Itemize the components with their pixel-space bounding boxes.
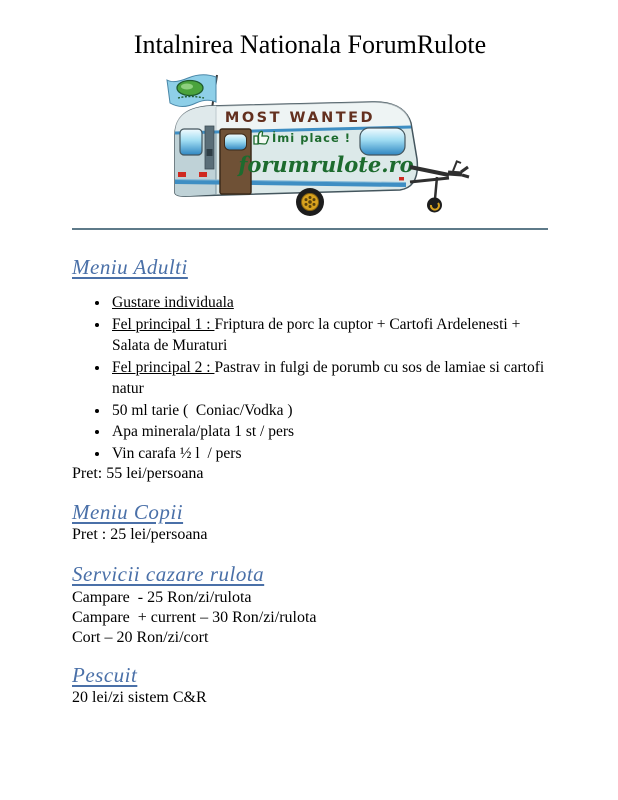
website-text: forumrulote.ro [238, 151, 414, 177]
pescuit-line: 20 lei/zi sistem C&R [72, 688, 207, 706]
heading-meniu-adulti [72, 254, 548, 280]
caravan-illustration [72, 73, 548, 223]
heading-meniu-copii [72, 499, 548, 525]
rear-vent-hatch [207, 149, 213, 156]
heading-text: Servicii cazare rulota [72, 562, 265, 587]
wheel [296, 188, 324, 216]
page-title: Intalnirea Nationala ForumRulote [133, 30, 487, 59]
list-item: • Fel principal 2 : Pastrav in fulgi de porumb cu sos de lamiae si cartofi natur [110, 357, 548, 400]
list-item: • 50 ml tarie ( Coniac/Vodka ) [110, 400, 548, 422]
horizontal-rule [72, 228, 548, 230]
list-item: • Gustare individuala [110, 292, 548, 314]
tow-hitch [410, 161, 469, 213]
heading-text: Pescuit [72, 662, 138, 687]
list-item: • Vin carafa ½ l / pers [110, 443, 548, 465]
list-item: • Fel principal 1 : Friptura de porc la cuptor + Cartofi Ardelenesti + Salata de Muraturi [110, 314, 548, 357]
list-item: • Apa minerala/plata 1 st / pers [110, 421, 548, 443]
rear-window [180, 129, 202, 155]
rear-vent [205, 126, 214, 169]
marker-light [178, 172, 186, 177]
heading-servicii-cazare [72, 561, 548, 587]
heading-pescuit [72, 662, 548, 688]
heading-text: Meniu Copii [72, 500, 184, 525]
marker-light [399, 177, 404, 181]
menu-adulti-list [72, 292, 548, 464]
price-copii: Pret : 25 lei/persoana [72, 526, 208, 544]
like-text: İmi place ! [272, 130, 352, 145]
service-line: Campare - 25 Ron/zi/rulota [72, 588, 252, 606]
service-line: Cort – 20 Ron/zi/cort [72, 628, 209, 646]
service-line: Campare + current – 30 Ron/zi/rulota [72, 608, 317, 626]
banner-text: MOST WANTED [224, 109, 376, 126]
caravan-image [150, 73, 470, 223]
marker-light [199, 172, 207, 177]
front-window [360, 128, 405, 155]
price-adulti: Pret: 55 lei/persoana [72, 465, 204, 483]
heading-text: Meniu Adulti [72, 254, 188, 279]
